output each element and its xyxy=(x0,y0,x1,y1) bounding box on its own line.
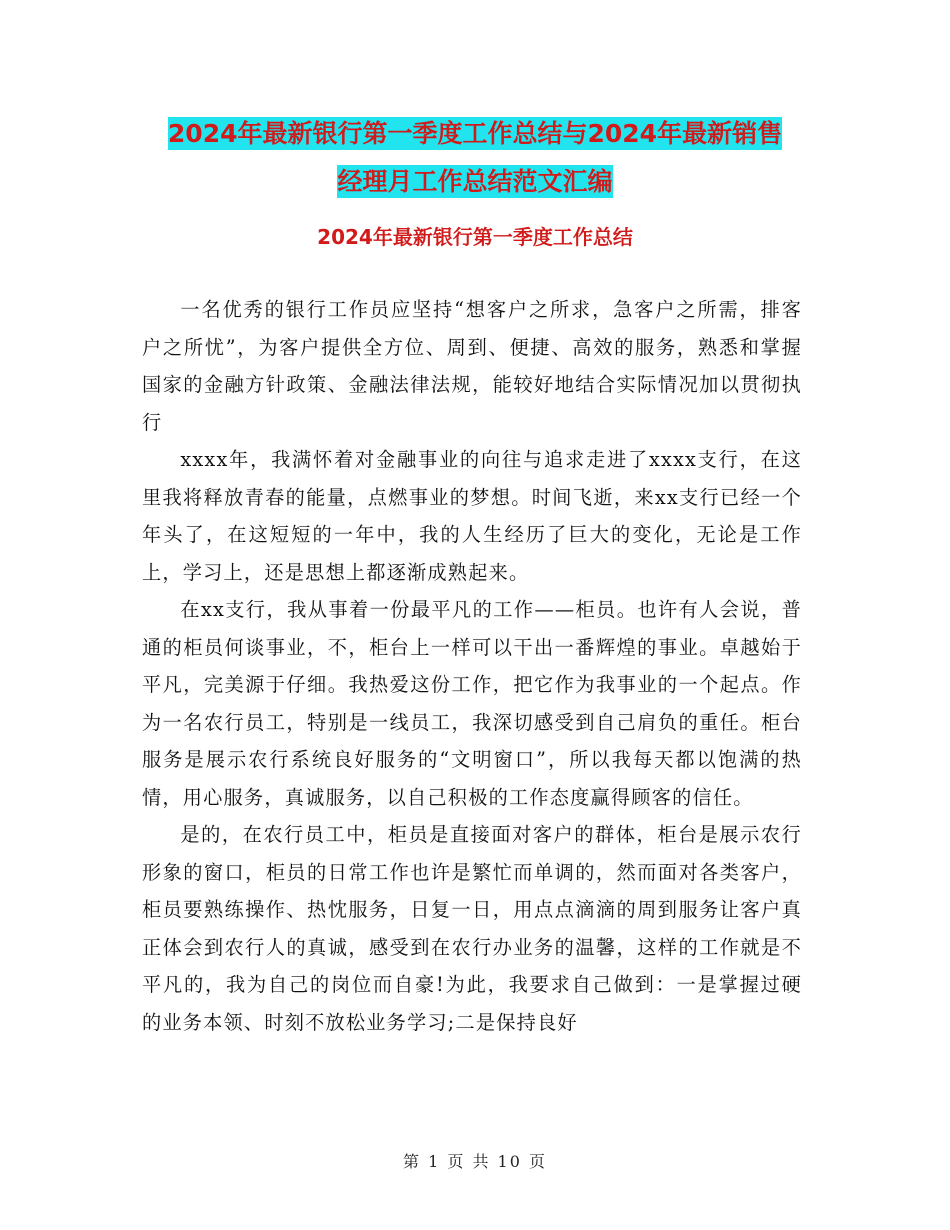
paragraph: 在xx支行，我从事着一份最平凡的工作——柜员。也许有人会说，普通的柜员何谈事业，不，柜台上一样可以干出一番辉煌的事业。卓越始于平凡，完美源于仔细。我热爱这份工作，把它作为我事业的一个起点。作为一名农行员工，特别是一线员工，我深切感受到自己肩负的重任。柜台服务是展示农行系统良好服务的“文明窗口”，所以我每天都以饱满的热情，用心服务，真诚服务，以自己积极的工作态度赢得顾客的信任。 xyxy=(142,598,802,809)
section-title: 2024年最新银行第一季度工作总结 xyxy=(317,225,633,249)
paragraph: xxxx年，我满怀着对金融事业的向往与追求走进了xxxx支行，在这里我将释放青春的能量，点燃事业的梦想。时间飞逝，来xx支行已经一个年头了，在这短短的一年中，我的人生经历了巨大的变化，无论是工作上，学习上，还是思想上都逐渐成熟起来。 xyxy=(142,448,802,584)
page-number-footer: 第 1 页 共 10 页 xyxy=(403,1152,547,1171)
paragraph: 一名优秀的银行工作员应坚持“想客户之所求，急客户之所需，排客户之所忧”，为客户提供全方位、周到、便捷、高效的服务，熟悉和掌握国家的金融方针政策、金融法律法规，能较好地结合实际情况加以贯彻执行 xyxy=(142,298,802,434)
paragraph: 是的，在农行员工中，柜员是直接面对客户的群体，柜台是展示农行形象的窗口，柜员的日常工作也许是繁忙而单调的，然而面对各类客户，柜员要熟练操作、热忱服务，日复一日，用点点滴滴的周到服务让客户真正体会到农行人的真诚，感受到在农行办业务的温馨，这样的工作就是不平凡的，我为自己的岗位而自豪!为此，我要求自己做到：一是掌握过硬的业务本领、时刻不放松业务学习;二是保持良好 xyxy=(142,823,802,1034)
document-title-line-2: 经理月工作总结范文汇编 xyxy=(337,167,613,196)
document-body xyxy=(142,291,802,1041)
document-title-line-1: 2024年最新银行第一季度工作总结与2024年最新销售 xyxy=(167,119,783,148)
document-title xyxy=(140,110,810,206)
